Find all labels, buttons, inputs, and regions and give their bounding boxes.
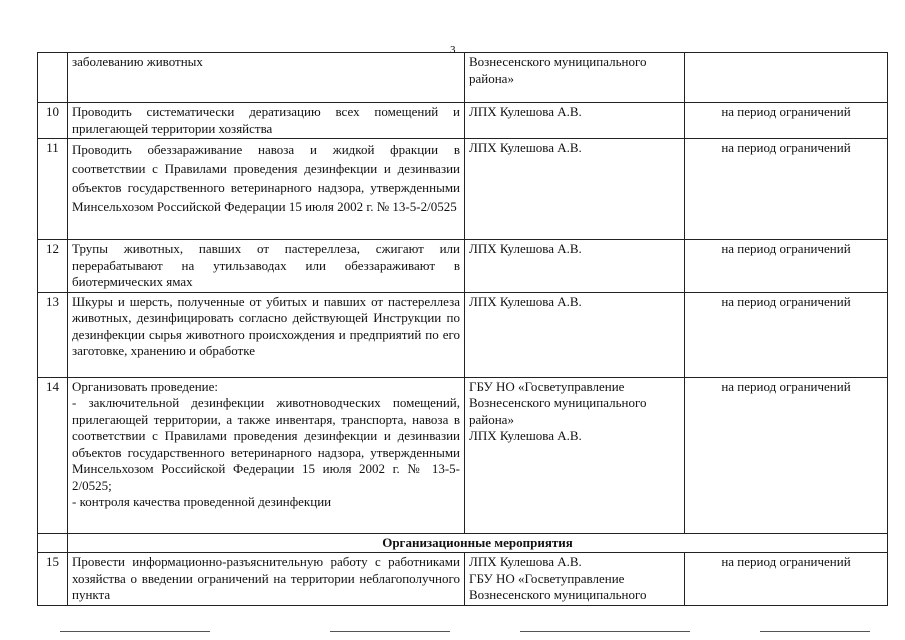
responsible-cell: ЛПХ Кулешова А.В. — [465, 139, 685, 240]
table-row — [38, 139, 888, 240]
table-row — [38, 103, 888, 139]
responsible-cell — [465, 553, 685, 606]
scan-edge-line — [60, 631, 210, 632]
measures-table — [37, 52, 888, 606]
task-cell: Шкуры и шерсть, полученные от убитых и павших от пастереллеза животных, дезинфицировать согласно действующей Инструкции по дезинфекции сырья животного происхождения и предприятий по его заготовке, хранению и обработке — [68, 292, 465, 377]
page-number: 3 — [450, 44, 456, 56]
responsible-cell: ЛПХ Кулешова А.В. — [465, 103, 685, 139]
responsible-line: ЛПХ Кулешова А.В. — [469, 428, 582, 443]
row-number: 10 — [38, 103, 68, 139]
task-cell: Проводить обеззараживание навоза и жидкой фракции в соответствии с Правилами проведения дезинфекции и дезинвазии объектов государственного ветеринарного надзора, утвержденными Минсельхозом Российской Федерации 15 июля 2002 г. № 13-5-2/0525 — [68, 139, 465, 240]
responsible-line: ГБУ НО «Госветуправление Вознесенского муниципального — [469, 570, 647, 602]
term-cell: на период ограничений — [685, 103, 888, 139]
table-row — [38, 553, 888, 606]
scan-edge-line — [520, 631, 690, 632]
task-cell: Проводить систематически дератизацию всех помещений и прилегающей территории хозяйства — [68, 103, 465, 139]
table-row — [38, 240, 888, 293]
table-row — [38, 377, 888, 533]
section-title: Организационные мероприятия — [68, 533, 888, 553]
term-cell — [685, 53, 888, 103]
task-cell — [68, 377, 465, 533]
term-cell: на период ограничений — [685, 139, 888, 240]
table-row — [38, 53, 888, 103]
responsible-cell: ЛПХ Кулешова А.В. — [465, 240, 685, 293]
scan-edge-lines — [0, 628, 905, 636]
responsible-cell: Вознесенского муниципального района» — [465, 53, 685, 103]
task-cell: Трупы животных, павших от пастереллеза, сжигают или перерабатывают на утильзаводах или обеззараживают в биотермических ямах — [68, 240, 465, 293]
responsible-cell: ЛПХ Кулешова А.В. — [465, 292, 685, 377]
row-number: 15 — [38, 553, 68, 606]
section-number-cell — [38, 533, 68, 553]
responsible-line: ГБУ НО «Госветуправление Вознесенского муниципального района» — [469, 378, 647, 427]
row-number — [38, 53, 68, 103]
task-cell: Провести информационно-разъяснительную работу с работниками хозяйства о введении ограничений на территории неблагополучного пункта — [68, 553, 465, 606]
term-cell: на период ограничений — [685, 553, 888, 606]
task-line: - заключительной дезинфекции животноводческих помещений, прилегающей территории, а также инвентаря, транспорта, навоза в соответствии с Правилами проведения дезинфекции и дезинвазии объектов государственного ветеринарного надзора, утвержденными Минсельхозом Российской Федерации 15 июля 2002 г. № 13-5-2/0525; — [72, 395, 460, 493]
task-line: - контроля качества проведенной дезинфекции — [72, 494, 332, 509]
section-row — [38, 533, 888, 553]
responsible-cell — [465, 377, 685, 533]
row-number: 11 — [38, 139, 68, 240]
task-line: Организовать проведение: — [72, 378, 219, 394]
row-number: 12 — [38, 240, 68, 293]
scan-edge-line — [760, 631, 870, 632]
term-cell: на период ограничений — [685, 240, 888, 293]
term-cell: на период ограничений — [685, 377, 888, 533]
responsible-line: ЛПХ Кулешова А.В. — [469, 554, 582, 569]
task-cell: заболеванию животных — [68, 53, 465, 103]
row-number: 13 — [38, 292, 68, 377]
table-row — [38, 292, 888, 377]
row-number: 14 — [38, 377, 68, 533]
term-cell: на период ограничений — [685, 292, 888, 377]
scan-edge-line — [330, 631, 450, 632]
